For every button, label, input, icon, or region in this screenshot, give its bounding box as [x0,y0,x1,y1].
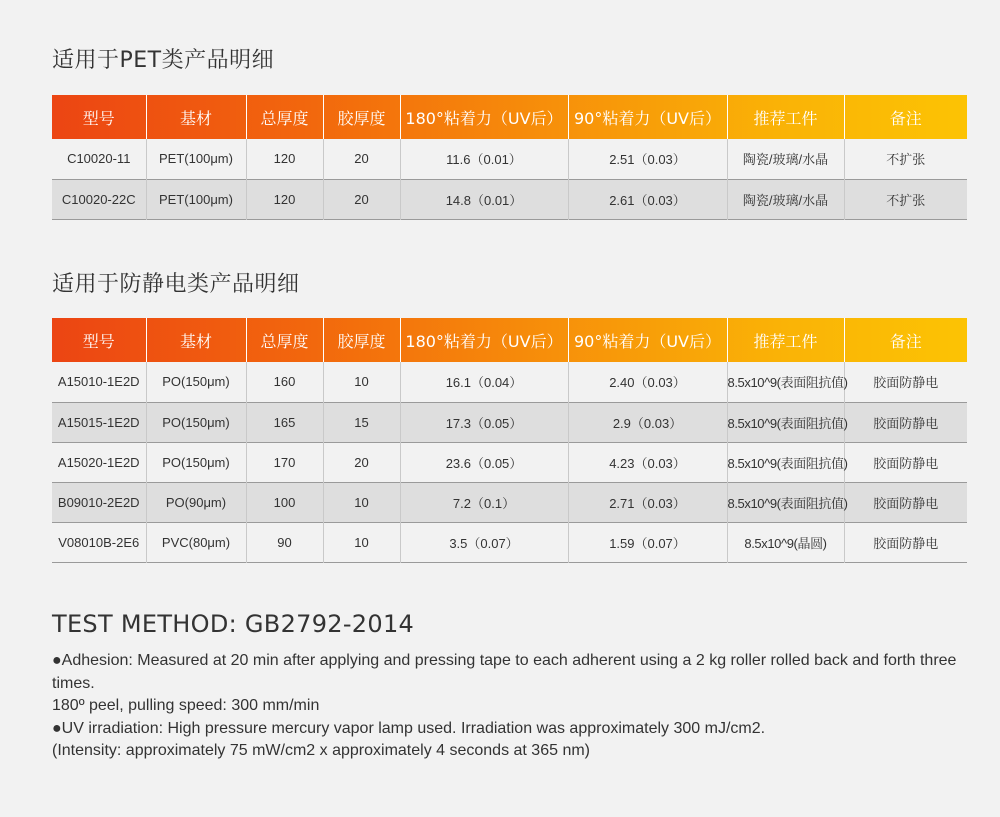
test-method-description [52,650,957,763]
cell-substrate: PO(150μm) [146,362,246,402]
cell-total-thickness: 120 [246,139,323,179]
table-row [52,522,967,562]
cell-model: A15010-1E2D [52,362,146,402]
section-title-pet: 适用于PET类产品明细 [52,48,275,73]
header-adhesive-thickness: 胶厚度 [323,95,400,139]
header-total-thickness: 总厚度 [246,95,323,139]
cell-workpiece: 陶瓷/玻璃/水晶 [727,139,844,179]
cell-180-adhesion: 17.3（0.05） [400,402,568,442]
cell-adhesive-thickness: 20 [323,179,400,219]
header-substrate: 基材 [146,318,246,362]
cell-total-thickness: 90 [246,522,323,562]
cell-remarks: 胶面防静电 [873,415,939,431]
header-90-adhesion: 90°粘着力（UV后） [568,95,727,139]
cell-model: C10020-22C [52,179,146,219]
cell-90-adhesion: 2.9（0.03） [568,402,727,442]
cell-workpiece: 8.5x10^9(表面阻抗值) [727,442,844,482]
cell-adhesive-thickness: 20 [323,442,400,482]
cell-substrate: PO(150μm) [146,442,246,482]
header-180-adhesion: 180°粘着力（UV后） [400,95,568,139]
cell-total-thickness: 100 [246,482,323,522]
cell-model: V08010B-2E6 [52,522,146,562]
cell-180-adhesion: 14.8（0.01） [400,179,568,219]
antistatic-product-table [52,318,967,563]
pet-product-table [52,95,967,220]
cell-workpiece: 8.5x10^9(表面阻抗值) [727,402,844,442]
header-model: 型号 [52,95,146,139]
cell-adhesive-thickness: 10 [323,482,400,522]
header-model: 型号 [52,318,146,362]
uv-irradiation-note: ●UV irradiation: High pressure mercury vapor lamp used. Irradiation was approximately 300 mJ/cm2. [52,719,766,737]
adhesion-note: ●Adhesion: Measured at 20 min after applying and pressing tape to each adherent using a 2 kg roller rolled back and forth three times. [52,652,957,692]
cell-adhesive-thickness: 20 [323,139,400,179]
cell-remarks: 不扩张 [886,152,926,168]
cell-180-adhesion: 11.6（0.01） [400,139,568,179]
cell-adhesive-thickness: 15 [323,402,400,442]
cell-substrate: PO(150μm) [146,402,246,442]
cell-substrate: PO(90μm) [146,482,246,522]
cell-model: A15015-1E2D [52,402,146,442]
cell-90-adhesion: 4.23（0.03） [568,442,727,482]
test-method-title: TEST METHOD: GB2792-2014 [52,610,415,638]
header-total-thickness: 总厚度 [246,318,323,362]
cell-adhesive-thickness: 10 [323,522,400,562]
cell-90-adhesion: 2.71（0.03） [568,482,727,522]
cell-total-thickness: 170 [246,442,323,482]
cell-total-thickness: 120 [246,179,323,219]
cell-substrate: PET(100μm) [146,139,246,179]
peel-speed-note: 180º peel, pulling speed: 300 mm/min [52,697,320,714]
cell-workpiece: 8.5x10^9(晶圆) [727,522,844,562]
cell-180-adhesion: 16.1（0.04） [400,362,568,402]
cell-90-adhesion: 2.40（0.03） [568,362,727,402]
cell-model: B09010-2E2D [52,482,146,522]
header-180-adhesion: 180°粘着力（UV后） [400,318,568,362]
header-remarks: 备注 [889,108,922,128]
header-adhesive-thickness: 胶厚度 [323,318,400,362]
cell-remarks: 胶面防静电 [873,535,939,551]
cell-90-adhesion: 2.51（0.03） [568,139,727,179]
table-header-row [52,95,967,139]
header-substrate: 基材 [146,95,246,139]
cell-180-adhesion: 23.6（0.05） [400,442,568,482]
header-recommended-workpiece: 推荐工件 [727,95,844,139]
cell-substrate: PET(100μm) [146,179,246,219]
cell-adhesive-thickness: 10 [323,362,400,402]
cell-workpiece: 8.5x10^9(表面阻抗值) [727,362,844,402]
cell-remarks: 不扩张 [886,192,926,208]
cell-remarks: 胶面防静电 [873,455,939,471]
cell-remarks: 胶面防静电 [873,495,939,511]
cell-workpiece: 8.5x10^9(表面阻抗值) [727,482,844,522]
header-90-adhesion: 90°粘着力（UV后） [568,318,727,362]
intensity-note: (Intensity: approximately 75 mW/cm2 x approximately 4 seconds at 365 nm) [52,742,590,759]
cell-180-adhesion: 7.2（0.1） [400,482,568,522]
cell-workpiece: 陶瓷/玻璃/水晶 [727,179,844,219]
table-row [52,482,967,522]
table-row [52,179,967,219]
cell-90-adhesion: 1.59（0.07） [568,522,727,562]
section-title-antistatic: 适用于防静电类产品明细 [52,272,300,297]
table-row [52,402,967,442]
table-row [52,362,967,402]
cell-total-thickness: 165 [246,402,323,442]
cell-model: C10020-11 [52,139,146,179]
header-recommended-workpiece: 推荐工件 [727,318,844,362]
table-header-row [52,318,967,362]
cell-total-thickness: 160 [246,362,323,402]
table-row [52,139,967,179]
cell-model: A15020-1E2D [52,442,146,482]
cell-remarks: 胶面防静电 [873,375,939,391]
header-remarks: 备注 [889,331,922,351]
cell-180-adhesion: 3.5（0.07） [400,522,568,562]
cell-90-adhesion: 2.61（0.03） [568,179,727,219]
cell-substrate: PVC(80μm) [146,522,246,562]
table-row [52,442,967,482]
